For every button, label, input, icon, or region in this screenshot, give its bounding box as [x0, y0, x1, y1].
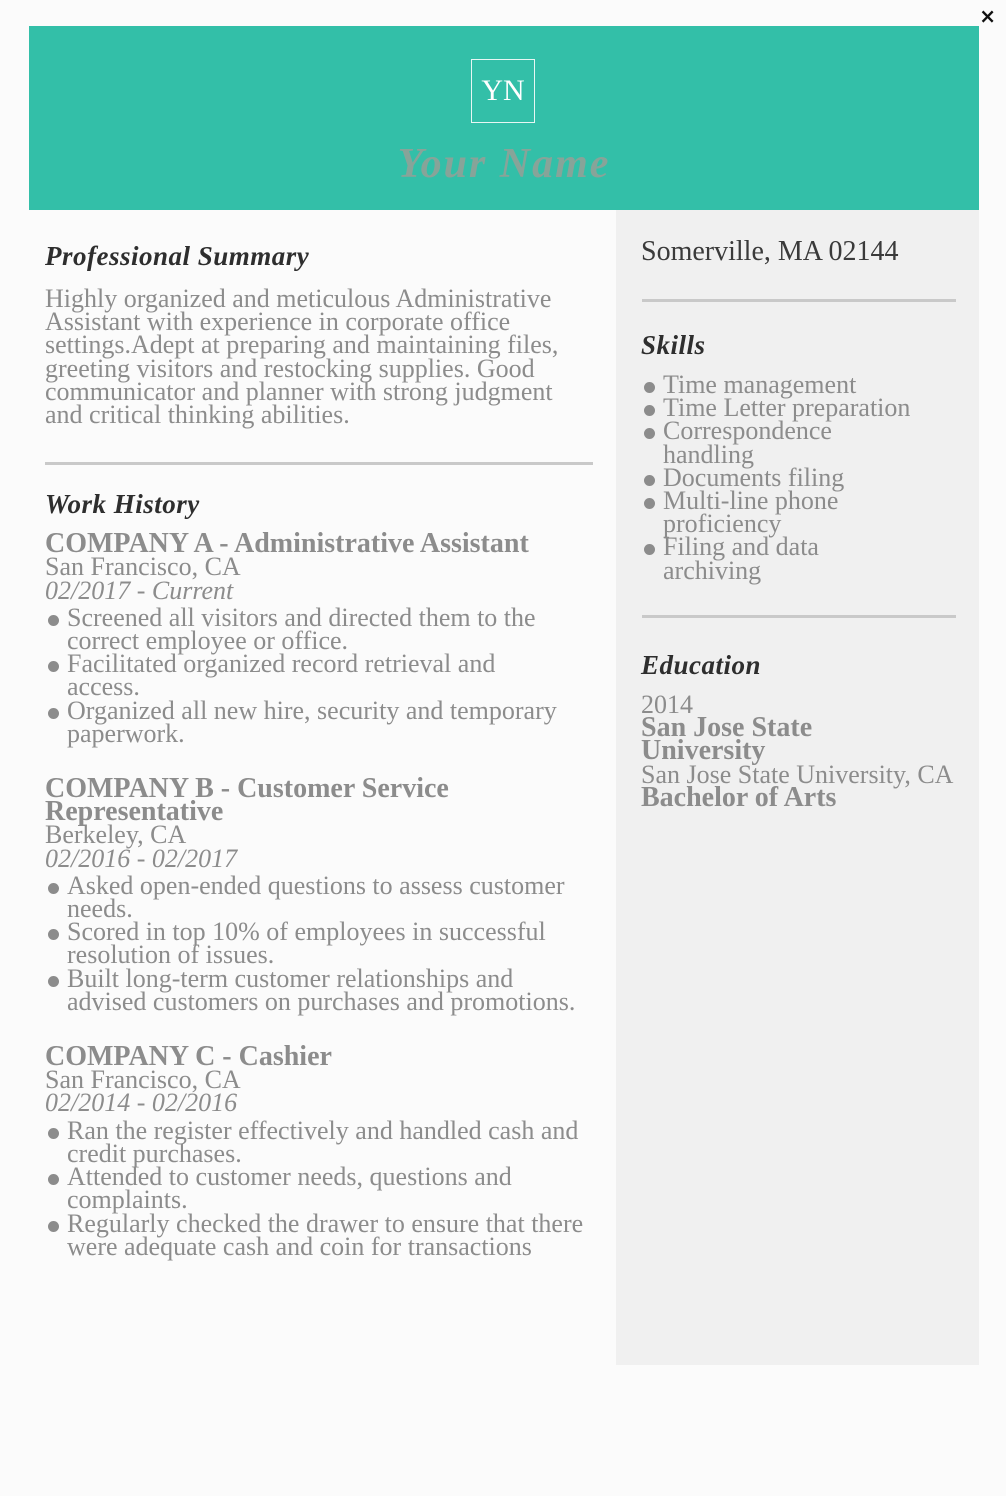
resume-header: [29, 26, 979, 210]
job-bullet: Scored in top 10% of employees in successful resolution of issues.: [45, 920, 593, 966]
job-dates: 02/2014 - 02/2016: [45, 1088, 238, 1118]
education-section: [641, 650, 956, 813]
job-title: COMPANY A - Administrative Assistant: [45, 528, 529, 560]
address-text: Somerville, MA 02144: [641, 236, 899, 267]
close-button[interactable]: ×: [979, 4, 996, 28]
job-title: COMPANY C - Cashier: [45, 1041, 332, 1073]
job-title: COMPANY B - Customer Service Representative: [45, 773, 449, 828]
work-history-heading: Work History: [45, 489, 200, 520]
skills-heading: Skills: [641, 330, 706, 360]
education-location: San Jose State University, CA: [641, 759, 954, 789]
job-bullet: Organized all new hire, security and temporary paperwork.: [45, 699, 573, 745]
education-degree: Bachelor of Arts: [641, 781, 837, 813]
job-entry: [45, 1041, 595, 1261]
skills-section: [641, 330, 961, 585]
job-bullet: Built long-term customer relationships and advised customers on purchases and promotions.: [45, 967, 593, 1013]
job-dates: 02/2016 - 02/2017: [45, 843, 238, 873]
education-year: 2014: [641, 690, 693, 719]
job-dates: 02/2017 - Current: [45, 575, 234, 605]
main-column: [45, 235, 595, 1261]
candidate-name: Your Name: [397, 141, 611, 187]
skill-item: Time Letter preparation: [641, 396, 951, 419]
job-bullets: [45, 870, 593, 1016]
skill-item: Correspondence handling: [641, 419, 863, 465]
skills-list: [641, 370, 951, 585]
summary-divider: [45, 462, 593, 465]
skill-item: Time management: [641, 373, 951, 396]
job-bullet: Facilitated organized record retrieval and access.: [45, 652, 573, 698]
address: [641, 237, 961, 267]
summary-text: Highly organized and meticulous Administrative Assistant with experience in corporate office settings.Adept at preparing and maintaining files, greeting visitors and restocking supplies. Good communicator and planner with strong judgment and critical thinking abilities.: [45, 284, 559, 430]
job-entry: [45, 528, 557, 748]
job-bullet: Regularly checked the drawer to ensure that there were adequate cash and coin for transactions: [45, 1212, 593, 1258]
job-entry: [45, 773, 595, 1016]
skill-item: Multi-line phone proficiency: [641, 489, 873, 535]
education-school: San Jose State University: [641, 712, 813, 767]
job-bullet: Ran the register effectively and handled cash and credit purchases.: [45, 1119, 593, 1165]
education-heading: Education: [641, 650, 762, 680]
job-location: San Francisco, CA: [45, 552, 241, 582]
job-bullets: [45, 1115, 593, 1261]
job-bullets: [45, 602, 573, 748]
summary-heading: Professional Summary: [45, 241, 310, 271]
job-location: San Francisco, CA: [45, 1065, 241, 1095]
job-location: Berkeley, CA: [45, 820, 187, 850]
monogram: YN: [471, 59, 535, 123]
skill-item: Filing and data archiving: [641, 535, 853, 581]
address-divider: [642, 299, 956, 302]
job-bullet: Asked open-ended questions to assess customer needs.: [45, 874, 593, 920]
job-bullet: Screened all visitors and directed them to the correct employee or office.: [45, 606, 573, 652]
skills-divider: [642, 615, 956, 618]
job-bullet: Attended to customer needs, questions and complaints.: [45, 1165, 593, 1211]
skill-item: Documents filing: [641, 466, 951, 489]
